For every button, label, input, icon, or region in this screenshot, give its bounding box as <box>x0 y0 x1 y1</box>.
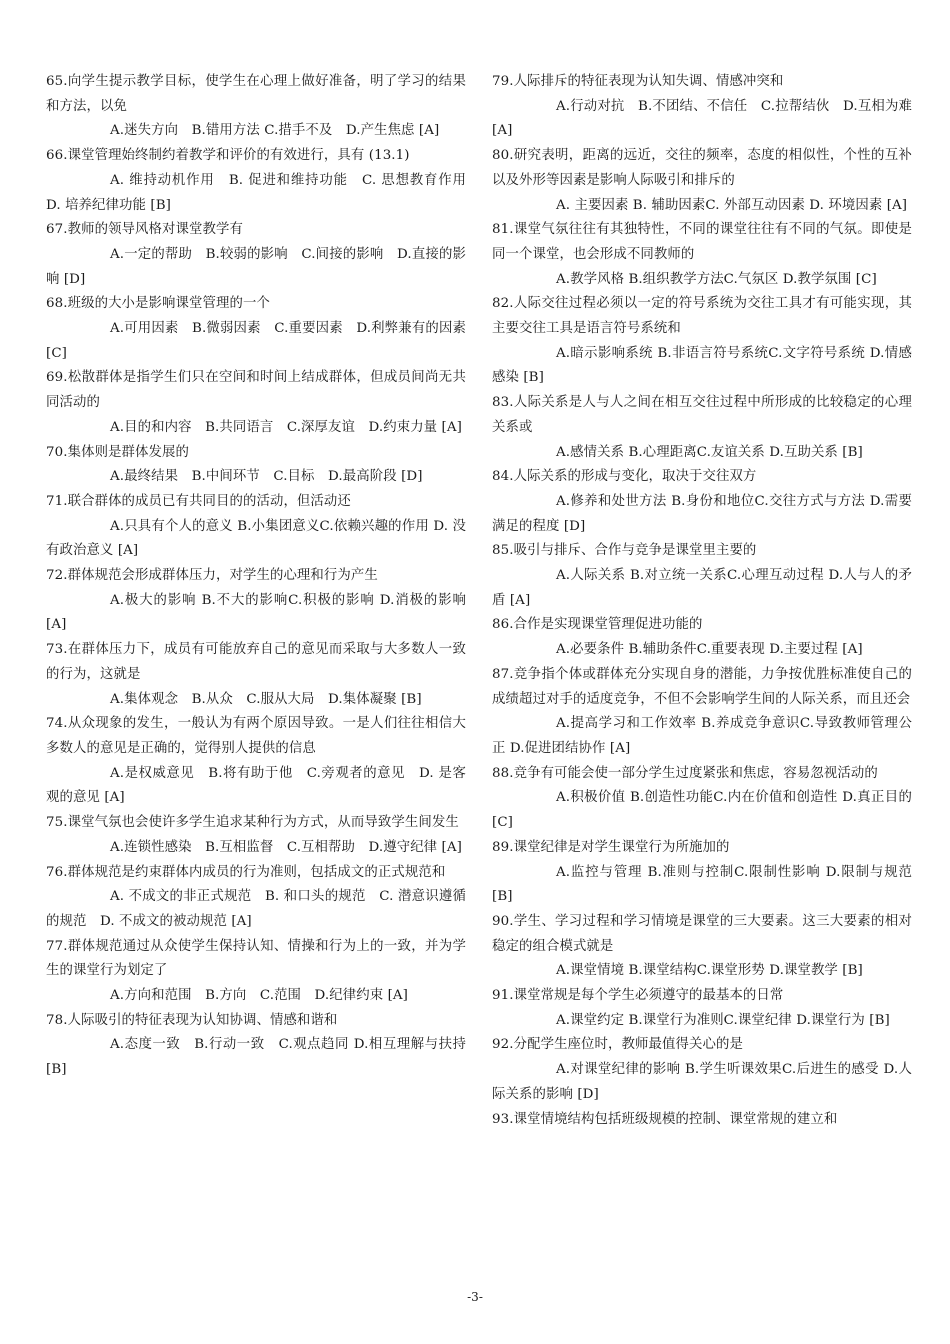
question-options-line <box>46 1033 466 1082</box>
question-answer: [B] <box>523 370 544 386</box>
question-item <box>492 663 912 762</box>
question-options-line <box>492 268 912 293</box>
question-item <box>492 539 912 613</box>
question-options: A.是权威意见 B.将有助于他 C.旁观者的意见 D. 是客观的意见 <box>46 765 466 806</box>
question-item <box>492 218 912 292</box>
question-options-line <box>46 836 466 861</box>
question-answer: [B] <box>492 889 513 905</box>
question-options: A.极大的影响 B.不大的影响C.积极的影响 D.消极的影响 <box>110 592 466 608</box>
question-item <box>492 465 912 539</box>
question-item <box>492 391 912 465</box>
question-item <box>46 811 466 860</box>
question-stem: 72.群体规范会形成群体压力，对学生的心理和行为产生 <box>46 568 378 584</box>
question-answer: [B] <box>842 444 863 460</box>
question-options-line <box>492 490 912 539</box>
question-answer: [A] <box>387 988 408 1004</box>
question-answer: [A] <box>46 617 67 633</box>
question-stem: 78.人际吸引的特征表现为认知协调、情感和谐和 <box>46 1012 338 1028</box>
question-item <box>492 144 912 218</box>
question-item <box>492 1033 912 1107</box>
question-stem: 69.松散群体是指学生们只在空间和时间上结成群体，但成员间尚无共同活动的 <box>46 370 466 411</box>
question-item <box>492 910 912 984</box>
question-item <box>46 564 466 638</box>
question-options-line <box>46 984 466 1009</box>
question-stem: 84.人际关系的形成与变化，取决于交往双方 <box>492 469 757 485</box>
question-item <box>46 861 466 935</box>
question-options: A.连锁性感染 B.互相监督 C.互相帮助 D.遵守纪律 <box>110 839 438 855</box>
question-stem: 83.人际关系是人与人之间在相互交往过程中所形成的比较稳定的心理关系或 <box>492 395 912 435</box>
question-options-line <box>492 95 912 144</box>
question-stem: 81.课堂气氛往往有其独特性，不同的课堂往往有不同的气氛。即使是同一个课堂，也会形成不同教师的 <box>492 222 912 262</box>
question-options: A.感情关系 B.心理距离C.友谊关系 D.互助关系 <box>556 444 838 460</box>
question-item <box>46 366 466 440</box>
question-answer: [A] <box>509 592 531 608</box>
question-item <box>492 1108 912 1133</box>
question-options: A. 不成文的非正式规范 B. 和口头的规范 C. 潜意识遵循的规范 D. 不成文的被动规范 <box>46 889 466 929</box>
question-options-line <box>46 589 466 638</box>
question-options: A.监控与管理 B.准则与控制C.限制性影响 D.限制与规范 <box>556 864 912 880</box>
question-stem: 73.在群体压力下，成员有可能放弃自己的意见而采取与大多数人一致的行为，这就是 <box>46 642 466 682</box>
question-answer: [A] <box>842 642 863 658</box>
question-item <box>46 441 466 490</box>
question-options: A. 主要因素 B. 辅助因素C. 外部互动因素 D. 环境因素 <box>556 197 883 213</box>
question-options: A.积极价值 B.创造性功能C.内在价值和创造性 D.真正目的 <box>556 790 912 806</box>
question-options-line <box>46 515 466 564</box>
question-answer: [D] <box>401 469 423 485</box>
question-answer: [D] <box>63 271 86 287</box>
question-options: A.只具有个人的意义 B.小集团意义C.依赖兴趣的作用 D. 没有政治意义 <box>46 518 466 559</box>
question-options: A.可用因素 B.微弱因素 C.重要因素 D.利弊兼有的因素 <box>110 321 466 337</box>
question-options-line <box>46 119 466 144</box>
question-item <box>492 762 912 836</box>
question-stem: 75.课堂气氛也会使许多学生追求某种行为方式，从而导致学生间发生 <box>46 815 459 831</box>
question-item <box>46 935 466 1009</box>
question-stem: 68.班级的大小是影响课堂管理的一个 <box>46 296 270 312</box>
question-stem: 77.群体规范通过从众使学生保持认知、情操和行为上的一致，并为学生的课堂行为划定了 <box>46 938 466 979</box>
question-options: A.对课堂纪律的影响 B.学生听课效果C.后进生的感受 D.人际关系的影响 <box>492 1062 912 1102</box>
question-answer: [B] <box>150 197 171 213</box>
question-answer: [A] <box>492 123 513 139</box>
question-stem: 92.分配学生座位时，教师最值得关心的是 <box>492 1037 743 1053</box>
question-options: A.迷失方向 B.错用方法 C.措手不及 D.产生焦虑 <box>110 123 415 139</box>
question-item <box>492 292 912 391</box>
question-options: A.必要条件 B.辅助条件C.重要表现 D.主要过程 <box>556 642 838 658</box>
question-stem: 82.人际交往过程必须以一定的符号系统为交往工具才有可能实现，其主要交往工具是语言符号系统和 <box>492 296 912 337</box>
question-answer: [B] <box>842 963 863 979</box>
question-answer: [B] <box>401 691 422 707</box>
question-options: A.课堂情境 B.课堂结构C.课堂形势 D.课堂教学 <box>556 963 838 979</box>
question-options-line <box>492 441 912 466</box>
question-stem: 90.学生、学习过程和学习情境是课堂的三大要素。这三大要素的相对稳定的组合模式就是 <box>492 913 912 954</box>
question-stem: 66.课堂管理始终制约着教学和评价的有效进行，具有 (13.1) <box>46 148 410 164</box>
question-options: A.方向和范围 B.方向 C.范围 D.纪律约束 <box>110 988 384 1004</box>
question-item <box>46 292 466 366</box>
question-item <box>46 712 466 811</box>
question-options: A. 维持动机作用 B. 促进和维持功能 C. 思想教育作用 D. 培养纪律功能 <box>46 172 480 213</box>
question-options-line <box>46 317 466 366</box>
question-item <box>46 70 466 144</box>
question-options: A.目的和内容 B.共同语言 C.深厚友谊 D.约束力量 <box>110 419 438 435</box>
question-stem: 85.吸引与排斥、合作与竞争是课堂里主要的 <box>492 543 757 559</box>
question-stem: 80.研究表明，距离的远近，交往的频率，态度的相似性，个性的互补以及外形等因素是影响人际吸引和排斥的 <box>492 148 912 188</box>
question-answer: [C] <box>492 815 513 831</box>
question-item <box>492 984 912 1033</box>
question-stem: 87.竞争指个体或群体充分实现自身的潜能，力争按优胜标准使自己的成绩超过对手的适度竞争，不但不会影响学生间的人际关系，而且还会 <box>492 666 912 707</box>
question-answer: [D] <box>577 1086 599 1102</box>
question-answer: [D] <box>563 518 586 534</box>
question-options-line <box>46 885 466 934</box>
question-options-line <box>492 638 912 663</box>
question-answer: [A] <box>231 913 252 929</box>
question-options: A.行动对抗 B.不团结、不信任 C.拉帮结伙 D.互相为难 <box>556 98 912 114</box>
question-options-line <box>492 1058 912 1107</box>
question-options: A.最终结果 B.中间环节 C.目标 D.最高阶段 <box>110 469 397 485</box>
question-stem: 65.向学生提示教学目标，使学生在心理上做好准备，明了学习的结果和方法，以免 <box>46 74 466 114</box>
question-options-line <box>492 1009 912 1034</box>
question-answer: [C] <box>46 345 67 361</box>
page-number: -3- <box>467 1290 483 1304</box>
question-options-line <box>492 959 912 984</box>
question-answer: [A] <box>117 543 139 559</box>
question-answer: [A] <box>886 197 908 213</box>
question-stem: 79.人际排斥的特征表现为认知失调、情感冲突和 <box>492 74 784 89</box>
question-options: A.课堂约定 B.课堂行为准则C.课堂纪律 D.课堂行为 <box>556 1012 865 1028</box>
question-item <box>46 144 480 218</box>
question-options: A.人际关系 B.对立统一关系C.心理互动过程 D.人与人的矛盾 <box>492 568 912 608</box>
question-item <box>46 218 466 292</box>
question-stem: 88.竞争有可能会使一部分学生过度紧张和焦虑，容易忽视活动的 <box>492 765 878 781</box>
question-item <box>46 638 466 712</box>
question-options: A.暗示影响系统 B.非语言符号系统C.文字符号系统 D.情感感染 <box>492 345 912 386</box>
question-options-line <box>492 712 912 761</box>
question-item <box>46 490 466 564</box>
question-options-line <box>46 169 480 218</box>
left-column <box>46 70 480 1083</box>
question-options: A.提高学习和工作效率 B.养成竞争意识C.导致教师管理公正 D.促进团结协作 <box>492 716 912 756</box>
question-item <box>492 613 912 662</box>
question-item <box>492 70 912 144</box>
question-options-line <box>492 861 912 910</box>
question-options-line <box>492 786 912 835</box>
question-item <box>46 1009 466 1083</box>
question-stem: 74.从众现象的发生，一般认为有两个原因导致。一是人们往往相信大多数人的意见是正确的，觉得别人提供的信息 <box>46 716 466 756</box>
question-answer: [C] <box>855 271 877 287</box>
question-options-line <box>46 762 466 811</box>
question-options-line <box>492 564 912 613</box>
question-options-line <box>46 688 466 713</box>
question-stem: 70.集体则是群体发展的 <box>46 444 190 460</box>
question-item <box>492 836 912 910</box>
question-options-line <box>492 194 912 219</box>
question-answer: [A] <box>418 123 440 139</box>
question-answer: [A] <box>609 740 631 756</box>
question-options: A.态度一致 B.行动一致 C.观点趋同 D.相互理解与扶持 <box>110 1037 466 1053</box>
question-options-line <box>492 342 912 391</box>
question-answer: [B] <box>869 1012 890 1028</box>
question-options: A.集体观念 B.从众 C.服从大局 D.集体凝聚 <box>110 691 397 707</box>
question-options: A.教学风格 B.组织教学方法C.气氛区 D.教学氛围 <box>556 271 852 287</box>
question-options: A.一定的帮助 B.较弱的影响 C.间接的影响 D.直接的影响 <box>46 246 466 287</box>
question-stem: 93.课堂情境结构包括班级规模的控制、课堂常规的建立和 <box>492 1111 838 1127</box>
question-answer: [B] <box>46 1062 67 1078</box>
question-stem: 67.教师的领导风格对课堂教学有 <box>46 222 243 238</box>
question-stem: 89.课堂纪律是对学生课堂行为所施加的 <box>492 839 730 855</box>
question-stem: 71.联合群体的成员已有共同目的的活动，但活动还 <box>46 493 351 509</box>
question-options-line <box>46 243 466 292</box>
question-options: A.修养和处世方法 B.身份和地位C.交往方式与方法 D.需要满足的程度 <box>492 493 912 534</box>
question-stem: 86.合作是实现课堂管理促进功能的 <box>492 617 703 633</box>
right-column <box>492 70 912 1132</box>
question-answer: [A] <box>441 419 462 435</box>
question-answer: [A] <box>441 839 462 855</box>
question-options-line <box>46 465 466 490</box>
question-stem: 91.课堂常规是每个学生必须遵守的最基本的日常 <box>492 988 784 1004</box>
question-answer: [A] <box>104 790 125 806</box>
question-options-line <box>46 416 466 441</box>
question-stem: 76.群体规范是约束群体内成员的行为准则，包括成文的正式规范和 <box>46 864 446 880</box>
